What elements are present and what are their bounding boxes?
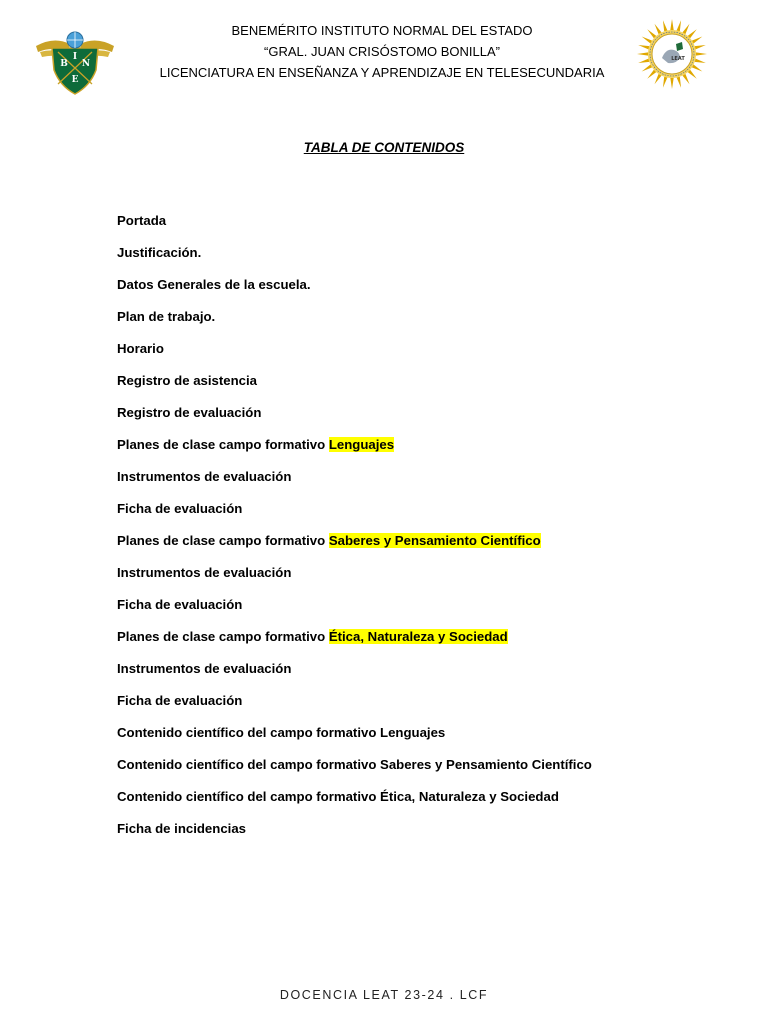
shield-letter: B (60, 59, 68, 69)
toc-item (117, 756, 737, 788)
toc-item-label: Datos Generales de la escuela. (117, 277, 311, 292)
institution-patron: “GRAL. JUAN CRISÓSTOMO BONILLA” (264, 44, 500, 59)
sun-ray (663, 77, 667, 88)
toc-item (117, 628, 737, 660)
institution-header-text (120, 20, 644, 83)
sun-ray (655, 74, 662, 84)
sun-ray (638, 45, 649, 49)
toc-item (117, 276, 737, 308)
page-footer: DOCENCIA LEAT 23-24 . LCF (279, 988, 489, 1002)
toc-item (117, 340, 737, 372)
toc-item (117, 596, 737, 628)
toc-item (117, 692, 737, 724)
sun-ray (642, 65, 652, 72)
toc-item (117, 372, 737, 404)
toc-item (117, 564, 737, 596)
toc-item-label: Horario (117, 341, 164, 356)
toc-item-label: Instrumentos de evaluación (117, 469, 292, 484)
toc-item (117, 436, 737, 468)
toc-item-label: Plan de trabajo. (117, 309, 216, 324)
toc-item (117, 468, 737, 500)
sun-ray (647, 70, 656, 79)
toc-item-label: Instrumentos de evaluación (117, 661, 292, 676)
toc-item-label: Registro de asistencia (117, 373, 257, 388)
bine-shield-logo-icon (34, 26, 116, 96)
sun-ray (696, 52, 707, 55)
sun-ray (642, 37, 652, 44)
sun-ray (647, 29, 656, 38)
sun-ray (688, 70, 697, 79)
toc-item-label: Instrumentos de evaluación (117, 565, 292, 580)
sun-ray (688, 29, 697, 38)
toc-item (117, 500, 737, 532)
sun-ray (695, 45, 706, 49)
toc-item (117, 820, 737, 852)
sun-ray (683, 24, 690, 34)
toc-item (117, 660, 737, 692)
toc-item (117, 212, 737, 244)
sun-ray (692, 65, 702, 72)
sun-ray (692, 37, 702, 44)
shield-letter: N (81, 59, 91, 69)
toc-item-highlight: Ética, Naturaleza y Sociedad (328, 629, 508, 644)
leat-sun-emblem-icon (636, 18, 708, 90)
sun-ray (670, 78, 673, 89)
toc-item-label: Planes de clase campo formativo (117, 533, 329, 548)
document-header (0, 18, 768, 98)
program-name: LICENCIATURA EN ENSEÑANZA Y APRENDIZAJE EN TELESECUNDARIA (159, 65, 605, 80)
toc-item-label: Registro de evaluación (117, 405, 262, 420)
toc-list (117, 212, 737, 852)
emblem-text: LEAT (671, 56, 685, 62)
toc-item (117, 308, 737, 340)
toc-item-label: Contenido científico del campo formativo Saberes y Pensamiento Científico (117, 757, 592, 772)
toc-item-label: Ficha de evaluación (117, 501, 243, 516)
toc-item (117, 788, 737, 820)
toc-item-label: Contenido científico del campo formativo Lenguajes (117, 725, 446, 740)
toc-item-label: Contenido científico del campo formativo Ética, Naturaleza y Sociedad (117, 789, 559, 804)
toc-item-label: Portada (117, 213, 167, 228)
toc-title: TABLA DE CONTENIDOS (303, 140, 465, 155)
toc-item-label: Justificación. (117, 245, 202, 260)
toc-item (117, 244, 737, 276)
toc-item (117, 532, 737, 564)
sun-ray (663, 20, 667, 31)
shield-letter: E (71, 75, 79, 85)
toc-item-label: Planes de clase campo formativo (117, 437, 329, 452)
sun-ray (677, 77, 681, 88)
toc-item (117, 404, 737, 436)
sun-ray (695, 59, 706, 63)
sun-ray (677, 20, 681, 31)
toc-item-highlight: Saberes y Pensamiento Científico (328, 533, 541, 548)
institution-name: BENEMÉRITO INSTITUTO NORMAL DEL ESTADO (231, 23, 533, 38)
sun-ray (670, 19, 673, 30)
shield-letter: I (72, 52, 78, 62)
toc-item (117, 724, 737, 756)
sun-ray (637, 52, 648, 55)
sun-ray (683, 74, 690, 84)
toc-item-label: Ficha de incidencias (117, 821, 246, 836)
toc-item-label: Ficha de evaluación (117, 597, 243, 612)
toc-item-highlight: Lenguajes (328, 437, 395, 452)
toc-item-label: Ficha de evaluación (117, 693, 243, 708)
sun-ray (655, 24, 662, 34)
toc-item-label: Planes de clase campo formativo (117, 629, 329, 644)
sun-ray (638, 59, 649, 63)
